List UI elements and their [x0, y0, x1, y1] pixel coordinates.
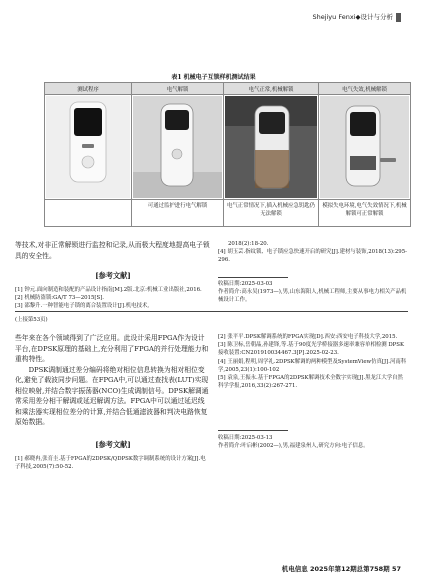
section-separator — [15, 311, 408, 312]
caption-cell: 电气正常情况下,插入机械应急钥匙仍无法解锁 — [224, 200, 319, 227]
references-list — [15, 286, 211, 311]
references-heading: [参考文献] — [95, 439, 131, 449]
author-bio: 作者简介:叶启彬(2002—),男,福建泉州人,研究方向:电子信息。 — [218, 443, 369, 450]
reference-item: [2] 机械防盗锁:GA/T 73—2015[S]. — [15, 295, 105, 302]
photo-test-program — [46, 96, 130, 198]
page-footer: 机电信息 2025年第12期总第758期 57 — [281, 565, 401, 573]
author-bio: 作者简介:高永吴(1973—),男,山东海阳人,机械工程师,主要从事电力相关产品机械设计工作。 — [218, 289, 407, 304]
received-date: 收稿日期:2025-03-03 — [218, 281, 273, 288]
table-caption: 表1 机械电子互锁样机测试结果 — [171, 74, 256, 81]
upper-right-column — [218, 240, 408, 304]
col-header: 电气解锁 — [132, 83, 224, 95]
reference-item: [4] 王丽娟,程明,周学礼.2DPSK解调的两种模型及SystemView仿真[J].河南科学,2005,23(1):100-102 — [218, 358, 407, 373]
paragraph: DPSK调制通过差分编码将绝对相位信息转换为相对相位变化,避免了载波同步问题。在FPGA中,可以通过查找表(LUT)实现相位映射,并结合数字振荡器(NCO)生成调制信号。DPSK解调通常采用差分相干解调或延迟解调方法。FPGA中可以通过延迟线和乘法器实现相位差分的计算,并结合低通滤波器和判决电路恢复原始数据。 — [15, 365, 209, 426]
reference-continuation: 2018(2):18-20. — [228, 241, 269, 247]
col-header: 电气正常,机械解锁 — [224, 83, 319, 95]
reference-item: [1] 钟元.面向制造和装配的产品设计指南[M].2版.北京:机械工业出版社,2016. — [15, 287, 202, 293]
references-heading: [参考文献] — [95, 271, 131, 280]
header-mark — [396, 13, 401, 22]
photo-normal-mechanical-unlock — [225, 96, 317, 198]
caption-cell: 可通过监护进行电气解锁 — [132, 200, 224, 227]
reference-item: [3] 陈卫标,岳朝晶,孙建锋,等.基于90度光学桥接器多速率兼容单相检测 DPSK 接收装置:CN201910034467.3[P].2025-02-23. — [218, 342, 404, 357]
caption-cell — [45, 200, 132, 227]
col-header: 测试程序 — [45, 83, 132, 95]
received-date: 收稿日期:2025-03-13 — [218, 435, 273, 442]
col-header: 电气失效,机械解锁 — [319, 83, 411, 95]
references-list — [218, 333, 408, 390]
reference-item: [1] 郝晓冉,张育圭.基于FPGA的2DPSK/QDPSK数字调制系统的设计方案[J].电子科技,2005(7):50-52. — [15, 455, 206, 470]
photo-electric-unlock — [133, 96, 222, 198]
divider — [218, 430, 288, 431]
running-header: Shejiyu Fenxi◆设计与分析 — [312, 12, 401, 22]
reference-item: [4] 胡玉芸.指纹锁、电子锁应急快速开启的研究[J].建材与装饰,2018(13):295-296. — [218, 249, 407, 264]
divider — [218, 277, 288, 278]
continued-note: (上接第53页) — [15, 317, 48, 323]
upper-left-column — [15, 240, 211, 311]
lower-right-column — [218, 333, 408, 450]
reference-item: [3] 邵黎升.一种智能电子锁的离合装置设计[J].机电技术, — [15, 303, 150, 310]
test-result-table — [44, 82, 411, 227]
paragraph: 些年来在各个领域得到了广泛应用。此设计采用FPGA作为设计平台,在DPSK原理的基础上,充分利用了FPGA的并行处理能力和重构特性。 — [15, 334, 209, 363]
caption-cell: 模拟失电环境,电气失效情况下,机械解锁可正常解锁 — [319, 200, 411, 227]
reference-item: [5] 袁泉,王振永.基于FPGA的2DPSK解调技术全数字实现[J].黑龙江大学自然科学学报,2016,33(2):267-271. — [218, 375, 403, 390]
reference-item: [2] 张平平.DPSK解调系统的FPGA实现[D].西安:西安电子科技大学,2015. — [218, 334, 398, 340]
paragraph: 等技术,对非正常解锁进行监控和记录,从而极大程度地提高电子锁具的安全性。 — [15, 241, 210, 260]
photo-failure-mechanical-unlock — [320, 96, 409, 198]
lower-left-column — [15, 333, 211, 471]
